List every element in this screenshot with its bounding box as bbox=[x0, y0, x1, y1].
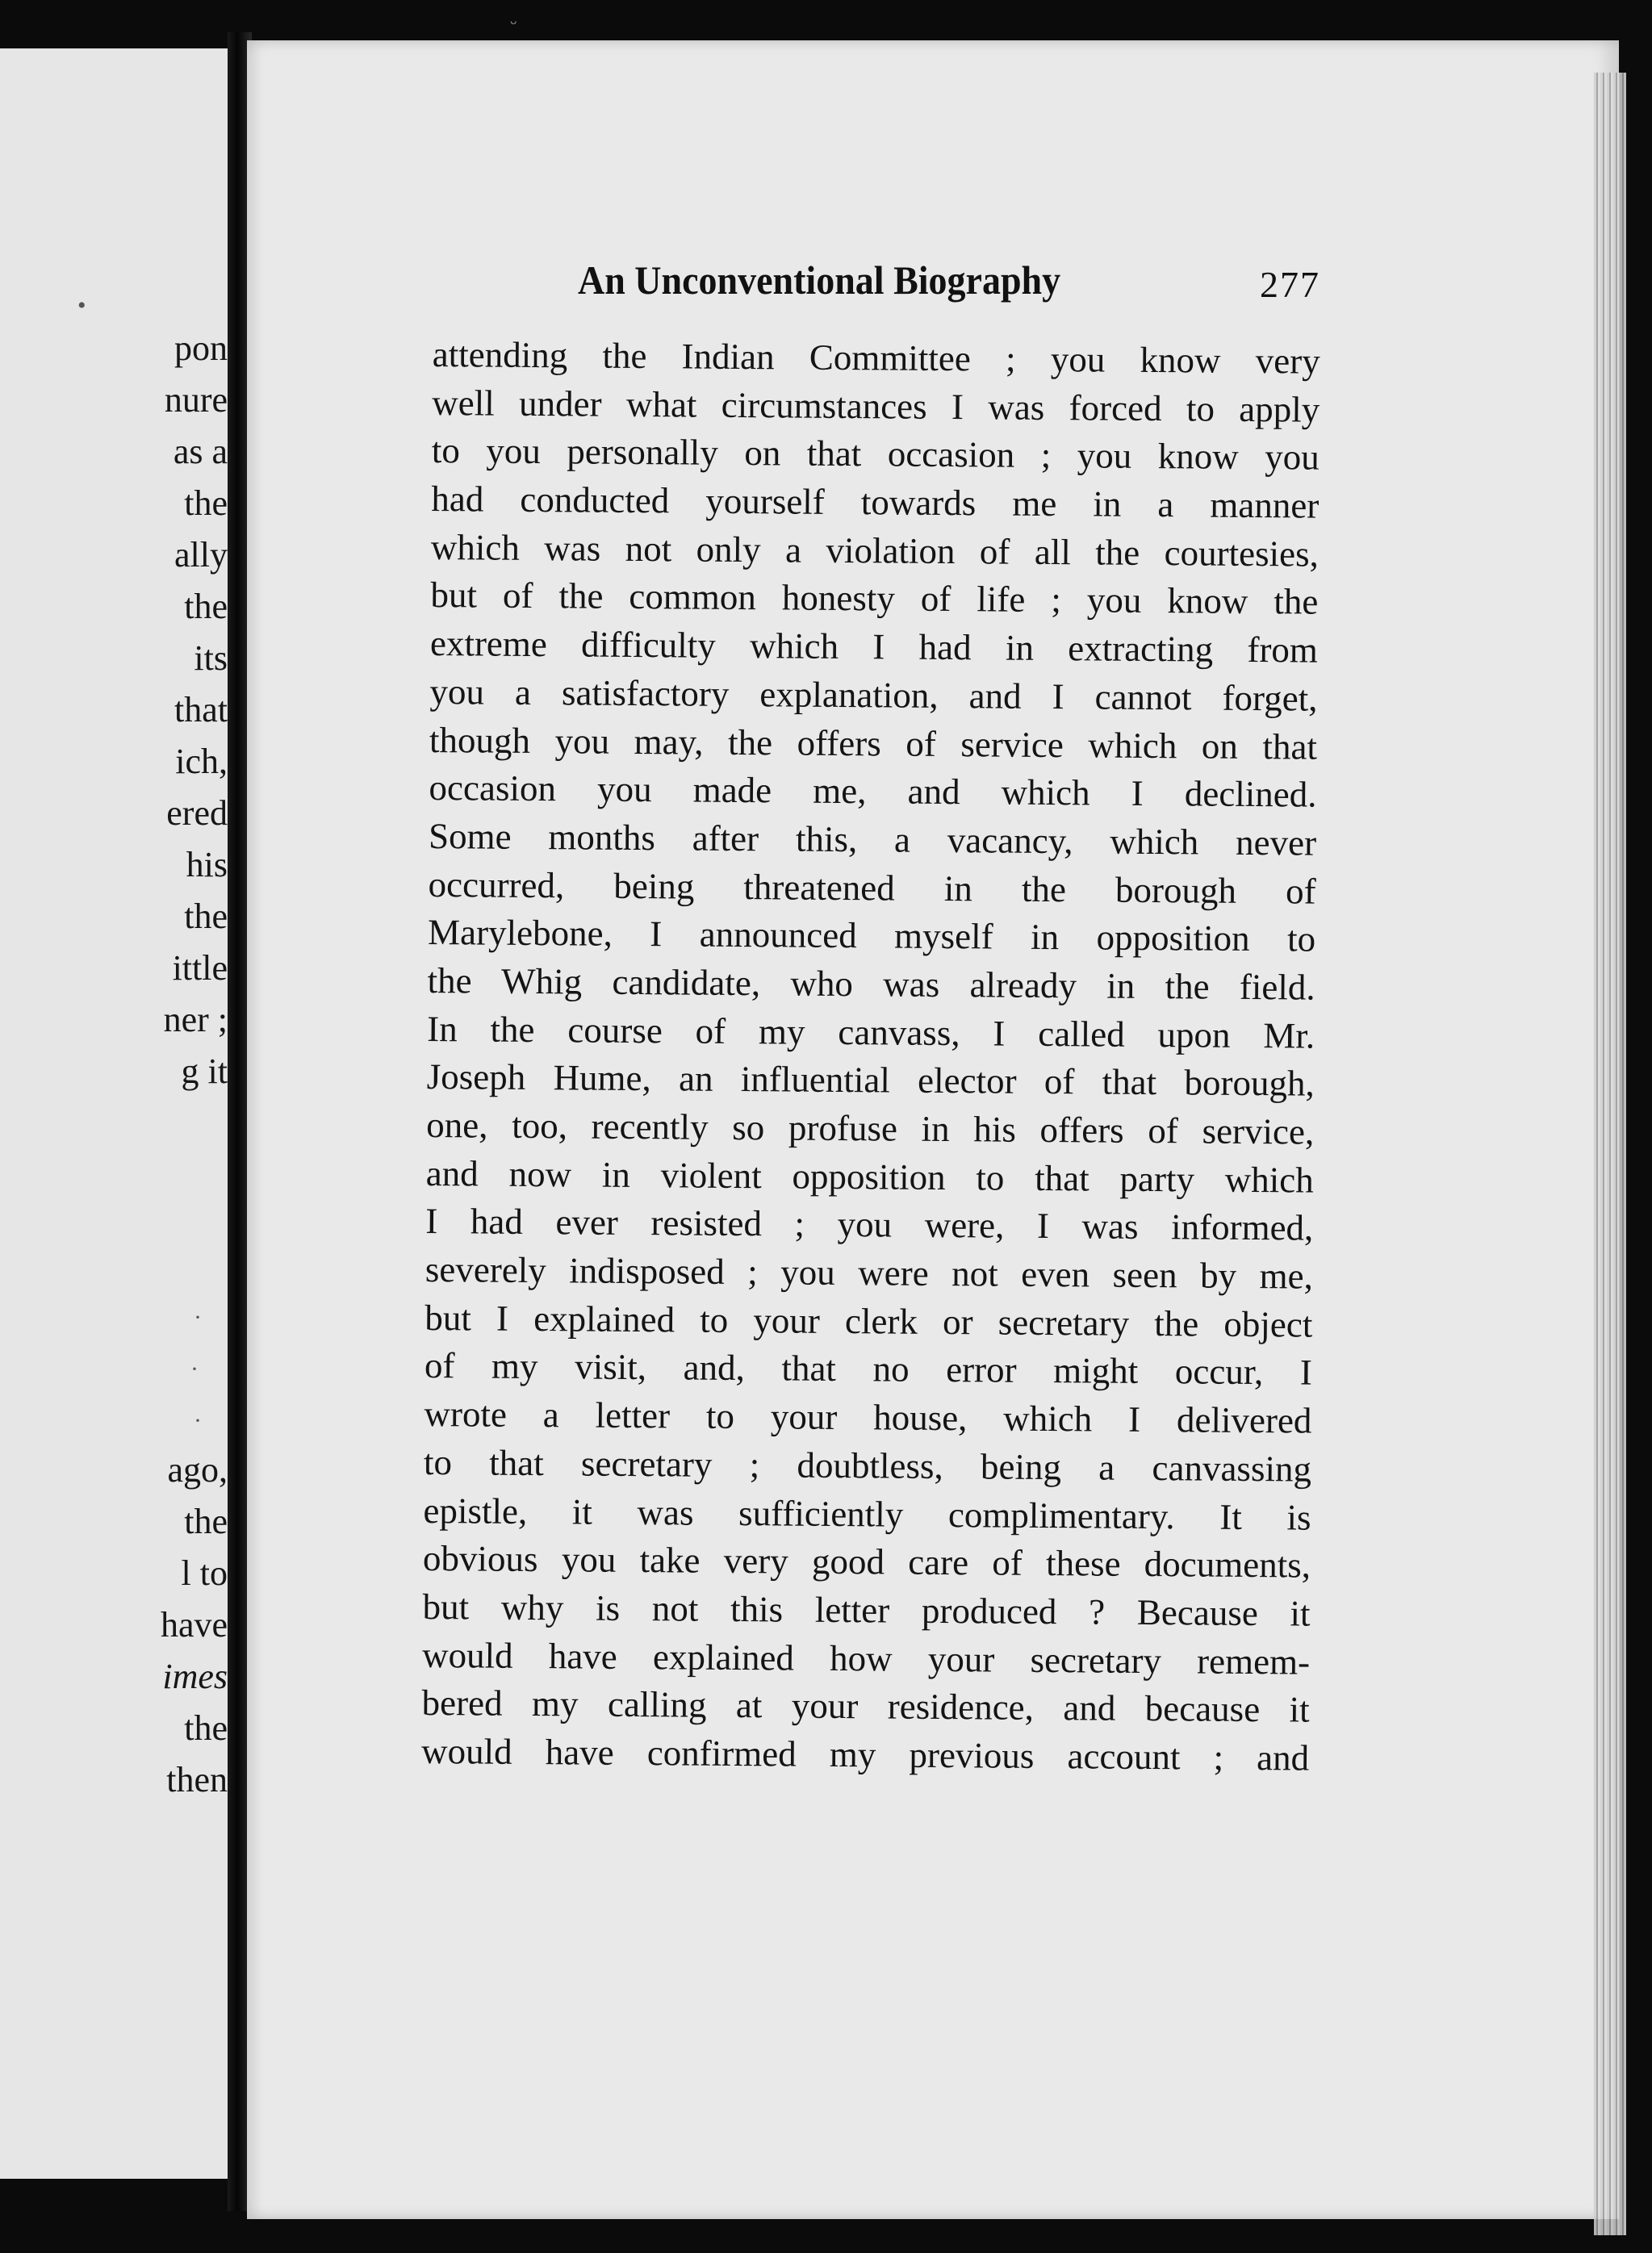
previous-page-line: imes bbox=[162, 1657, 228, 1696]
body-line: to that secretary ; doubtless, being a canvassing bbox=[423, 1441, 1312, 1490]
page-number: 277 bbox=[1260, 264, 1320, 305]
previous-page-line: ner ; bbox=[163, 1000, 228, 1039]
body-line: would have explained how your secretary remem- bbox=[421, 1634, 1311, 1682]
ink-speck: · bbox=[194, 1407, 202, 1434]
body-line: to you personally on that occasion ; you know you bbox=[431, 430, 1320, 479]
previous-page-line: g it bbox=[181, 1051, 228, 1091]
previous-page-line: his bbox=[186, 845, 228, 884]
previous-page-line: as a bbox=[173, 432, 228, 471]
body-line: and now in violent opposition to that party which bbox=[425, 1152, 1314, 1201]
previous-page-line: pon bbox=[174, 328, 228, 368]
body-line: attending the Indian Committee ; you know very bbox=[432, 333, 1320, 382]
body-line: but of the common honesty of life ; you know the bbox=[430, 575, 1319, 623]
ink-speck: · bbox=[194, 1304, 202, 1331]
previous-page-line: l to bbox=[181, 1553, 228, 1593]
ink-speck: · bbox=[190, 1356, 199, 1382]
ink-speck: • bbox=[77, 292, 86, 319]
body-line: Marylebone, I announced myself in opposition to bbox=[427, 912, 1316, 959]
previous-page-line: ered bbox=[166, 793, 228, 833]
previous-page-line: ittle bbox=[172, 948, 228, 988]
body-line: severely indisposed ; you were not even seen by me, bbox=[425, 1249, 1314, 1297]
previous-page-fragment bbox=[0, 48, 228, 2179]
body-line: well under what circumstances I was forced to apply bbox=[432, 382, 1320, 430]
body-line: but why is not this letter produced ? Because it bbox=[422, 1586, 1311, 1634]
body-line: occasion you made me, and which I declined. bbox=[429, 767, 1317, 815]
previous-page-line: ich, bbox=[175, 742, 228, 781]
page-edges bbox=[1594, 73, 1626, 2235]
previous-page-line: then bbox=[166, 1760, 228, 1799]
body-line: Some months after this, a vacancy, which never bbox=[428, 815, 1317, 863]
body-line: the Whig candidate, who was already in the field. bbox=[427, 959, 1315, 1008]
body-line: but I explained to your clerk or secretary the object bbox=[425, 1297, 1313, 1345]
previous-page-line: ally bbox=[174, 535, 228, 575]
body-line: obvious you take very good care of these documents, bbox=[422, 1538, 1311, 1586]
body-line: would have confirmed my previous account ; and bbox=[420, 1730, 1310, 1779]
previous-page-line: have bbox=[160, 1605, 228, 1645]
running-head bbox=[578, 257, 1320, 305]
previous-page-line: its bbox=[194, 638, 228, 678]
body-line: one, too, recently so profuse in his offers of service, bbox=[426, 1104, 1315, 1152]
body-text bbox=[421, 331, 1320, 1783]
scan-artifact-mark: ᵕ bbox=[510, 15, 518, 35]
body-line: epistle, it was sufficiently complimentary. It is bbox=[423, 1490, 1311, 1538]
body-line: of my visit, and, that no error might occur, I bbox=[424, 1345, 1313, 1394]
body-line: extreme difficulty which I had in extracting from bbox=[429, 623, 1319, 671]
body-line: bered my calling at your residence, and because it bbox=[421, 1682, 1310, 1730]
body-line: you a satisfactory explanation, and I cannot forget, bbox=[429, 671, 1318, 719]
body-line: wrote a letter to your house, which I delivered bbox=[424, 1394, 1312, 1441]
previous-page-line: the bbox=[184, 587, 228, 626]
running-title: An Unconventional Biography bbox=[578, 257, 1061, 303]
body-line: Joseph Hume, an influential elector of that borough, bbox=[426, 1056, 1315, 1104]
body-line: had conducted yourself towards me in a manner bbox=[431, 479, 1320, 526]
previous-page-line: the bbox=[184, 897, 228, 936]
previous-page-line: that bbox=[174, 690, 228, 729]
body-line: In the course of my canvass, I called upon Mr. bbox=[427, 1008, 1315, 1056]
previous-page-line: nure bbox=[164, 380, 228, 420]
previous-page-line: the bbox=[184, 1708, 228, 1748]
body-line: which was not only a violation of all the courtesies, bbox=[430, 526, 1320, 575]
previous-page-line: ago, bbox=[167, 1450, 228, 1490]
body-line: I had ever resisted ; you were, I was informed, bbox=[425, 1201, 1314, 1248]
previous-page-line: the bbox=[184, 483, 228, 523]
previous-page-line: the bbox=[184, 1502, 228, 1541]
body-line: though you may, the offers of service which on that bbox=[429, 719, 1318, 767]
body-line: occurred, being threatened in the borough of bbox=[428, 863, 1316, 912]
